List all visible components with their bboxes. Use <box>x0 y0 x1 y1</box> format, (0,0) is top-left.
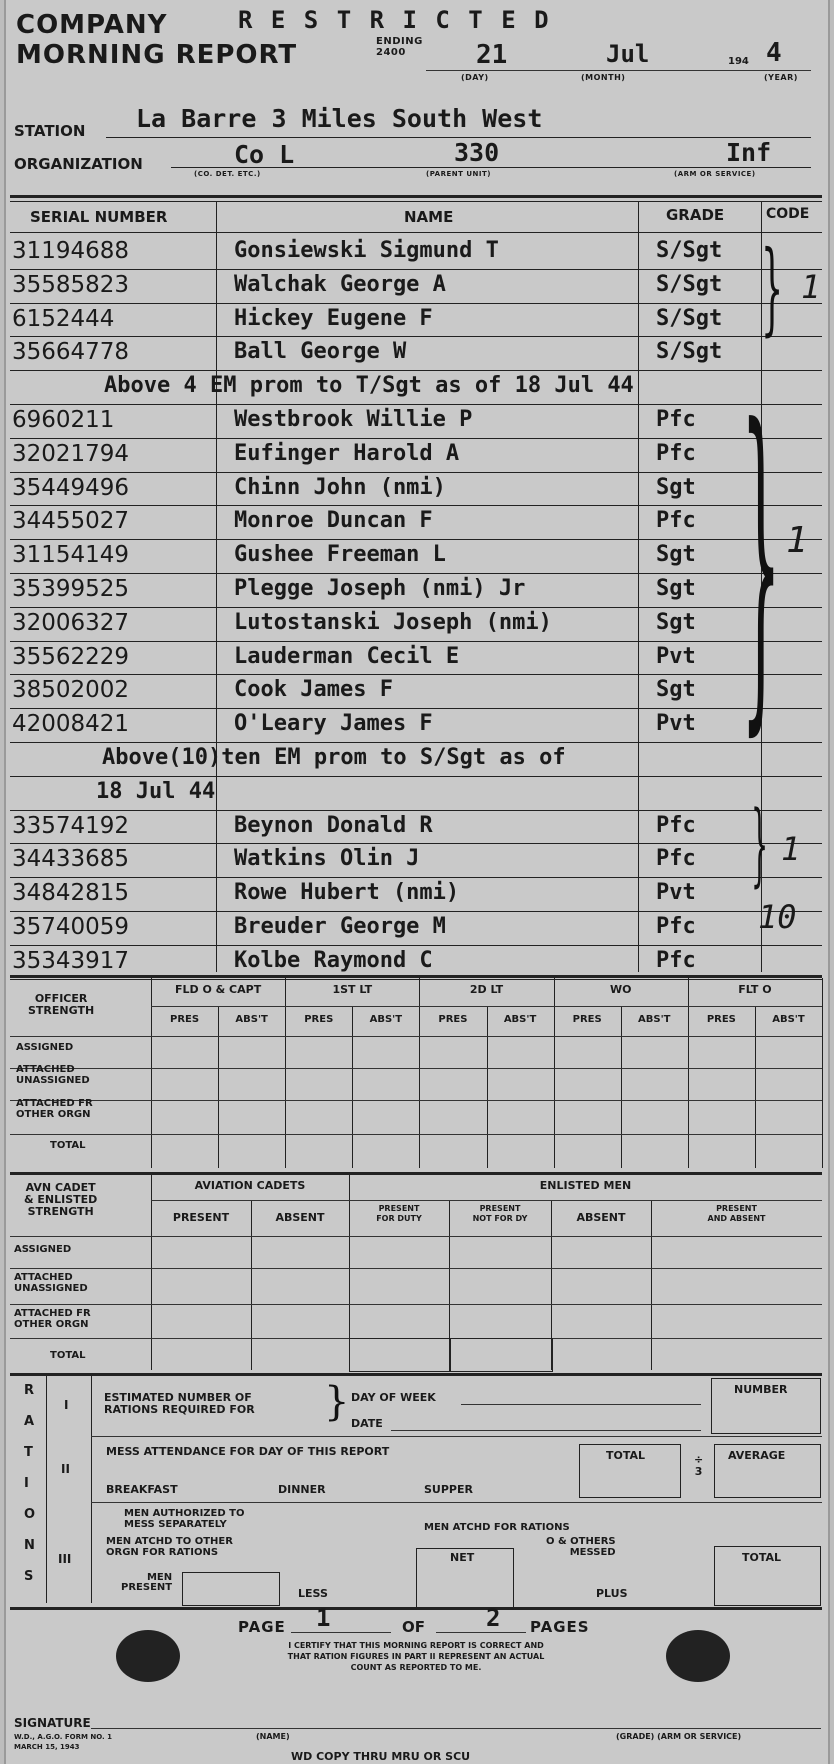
officer-present-header: PRES <box>170 1014 200 1025</box>
name-cell: Beynon Donald R <box>234 812 433 838</box>
grade-cell: Pfc <box>656 947 696 973</box>
supper-label: SUPPER <box>424 1483 473 1496</box>
ration-part-3: III <box>58 1552 72 1566</box>
name-cell: Rowe Hubert (nmi) <box>234 880 460 906</box>
officer-absent-header: ABS'T <box>638 1014 671 1025</box>
ration-part-2: II <box>61 1462 70 1476</box>
serial-number-cell: 35740059 <box>12 914 130 940</box>
estimated-rations-label: ESTIMATED NUMBER OF RATIONS REQUIRED FOR <box>104 1391 255 1416</box>
wd-copy-note: WD COPY THRU MRU OR SCU <box>291 1750 471 1763</box>
men-atchd-rations-label: MEN ATCHD FOR RATIONS <box>424 1522 570 1533</box>
serial-number-cell: 32006327 <box>12 609 130 636</box>
certification-text: I CERTIFY THAT THIS MORNING REPORT IS CORRECT AND THAT RATION FIGURES IN PART II REPRESENT AN ACTUAL COUNT AS REPORTED TO ME. <box>287 1641 545 1672</box>
grade-cell: Pfc <box>656 508 696 534</box>
name-cell: Gushee Freeman L <box>234 542 446 568</box>
enlisted-row-label: ATTACHED FR OTHER ORGN <box>14 1308 91 1330</box>
men-present-label: MEN PRESENT <box>121 1572 173 1593</box>
title-company: COMPANY <box>16 10 168 40</box>
serial-number-cell: 42008421 <box>12 711 130 738</box>
name-cell: Lauderman Cecil E <box>234 643 460 669</box>
divide-by-three: ÷ 3 <box>694 1453 704 1478</box>
grade-cell: Pvt <box>656 880 696 906</box>
day-of-week-label: DAY OF WEEK <box>351 1391 436 1404</box>
name-cell: Plegge Joseph (nmi) Jr <box>234 576 526 601</box>
officer-row-label: ATTACHED UNASSIGNED <box>16 1064 90 1086</box>
enlisted-men-header: ENLISTED MEN <box>539 1179 632 1192</box>
serial-number-cell: 35664778 <box>12 339 130 366</box>
officer-rank-header: FLD O & CAPT <box>174 983 262 996</box>
code-group-2: 1 <box>786 520 808 561</box>
men-atchd-other-label: MEN ATCHD TO OTHER ORGN FOR RATIONS <box>106 1536 233 1558</box>
grade-cell: Pfc <box>656 846 696 872</box>
enlisted-strength-title: AVN CADET & ENLISTED STRENGTH <box>24 1181 98 1218</box>
officer-absent-header: ABS'T <box>369 1014 403 1025</box>
org-arm: Inf <box>726 138 772 167</box>
grade-cell: Pfc <box>656 812 696 838</box>
serial-number-cell: 38502002 <box>12 677 130 704</box>
serial-number-cell: 35399525 <box>12 576 130 602</box>
name-cell: Eufinger Harold A <box>234 440 460 466</box>
enlisted-col-header: PRESENT NOT FOR DY <box>472 1204 528 1223</box>
officer-strength-title: OFFICER STRENGTH <box>28 992 95 1017</box>
officer-present-header: PRES <box>706 1014 736 1025</box>
month-caption: (MONTH) <box>581 73 626 82</box>
grade-cell: Sgt <box>656 474 696 500</box>
col-serial-number: SERIAL NUMBER <box>30 208 168 226</box>
title-morning-report: MORNING REPORT <box>16 40 298 70</box>
officer-absent-header: ABS'T <box>503 1014 537 1025</box>
officer-row-label: TOTAL <box>50 1140 86 1151</box>
officer-absent-header: ABS'T <box>235 1014 268 1025</box>
aviation-cadets-header: AVIATION CADETS <box>194 1179 306 1192</box>
code-group-1: 1 <box>801 268 821 306</box>
officer-present-header: PRES <box>438 1014 468 1025</box>
rations-letter: I <box>24 1476 29 1491</box>
net-label: NET <box>450 1551 475 1564</box>
code-group-3: 1 <box>781 830 801 868</box>
enlisted-col-header: PRESENT FOR DUTY <box>376 1204 422 1223</box>
grade-cell: Pvt <box>656 643 696 669</box>
org-parent-caption: (PARENT UNIT) <box>426 170 491 178</box>
average-label: AVERAGE <box>728 1449 786 1462</box>
date-label: DATE <box>351 1417 383 1430</box>
enlisted-total-box[interactable] <box>349 1338 451 1372</box>
men-present-box[interactable] <box>182 1572 280 1606</box>
name-cell: Walchak George A <box>234 271 446 297</box>
name-cell: Ball George W <box>234 339 407 365</box>
name-cell: Cook James F <box>234 677 393 703</box>
name-cell: Gonsiewski Sigmund T <box>234 238 499 263</box>
serial-number-cell: 33574192 <box>12 812 130 839</box>
name-caption: (NAME) <box>256 1732 290 1741</box>
enlisted-col-header: PRESENT AND ABSENT <box>707 1204 766 1223</box>
rations-letter: A <box>24 1414 35 1429</box>
serial-number-cell: 35562229 <box>12 643 130 670</box>
restricted-stamp: R E S T R I C T E D <box>238 6 551 34</box>
promotion-note: Above 4 EM prom to T/Sgt as of 18 Jul 44 <box>104 373 634 399</box>
col-code: CODE <box>766 206 810 222</box>
punch-hole-left <box>116 1630 180 1682</box>
org-parent-unit: 330 <box>454 138 500 167</box>
code-group-4: 10 <box>758 898 797 936</box>
name-cell: Chinn John (nmi) <box>234 474 446 500</box>
rations-letter: S <box>24 1569 34 1584</box>
enlisted-col-header: PRESENT <box>172 1211 230 1224</box>
dinner-label: DINNER <box>278 1483 326 1496</box>
officer-row-label: ATTACHED FR OTHER ORGN <box>16 1098 93 1120</box>
name-cell: Lutostanski Joseph (nmi) <box>234 609 552 635</box>
mess-attendance-label: MESS ATTENDANCE FOR DAY OF THIS REPORT <box>106 1445 390 1458</box>
serial-number-cell: 34433685 <box>12 846 130 873</box>
col-grade: GRADE <box>666 206 725 224</box>
serial-number-cell: 31194688 <box>12 238 130 264</box>
serial-number-cell: 34455027 <box>12 508 130 535</box>
number-label: NUMBER <box>734 1383 788 1396</box>
serial-number-cell: 31154149 <box>12 542 130 569</box>
name-cell: Hickey Eugene F <box>234 305 433 331</box>
serial-number-cell: 6960211 <box>12 407 115 433</box>
rations-letter: T <box>24 1445 33 1460</box>
breakfast-label: BREAKFAST <box>106 1483 178 1496</box>
name-cell: Westbrook Willie P <box>234 407 473 432</box>
punch-hole-right <box>666 1630 730 1682</box>
ration-part-1: I <box>64 1398 69 1412</box>
organization-label: ORGANIZATION <box>14 155 143 173</box>
officer-rank-header: WO <box>609 983 632 996</box>
officer-rank-header: 1ST LT <box>332 983 373 996</box>
grade-cell: Sgt <box>656 542 696 568</box>
col-name: NAME <box>404 208 454 226</box>
serial-number-cell: 32021794 <box>12 440 130 467</box>
page-number: 1 <box>316 1604 331 1632</box>
plus-label: PLUS <box>596 1587 628 1600</box>
rations-total-label: TOTAL <box>742 1551 782 1564</box>
serial-number-cell: 35585823 <box>12 271 130 298</box>
o-others-label: O & OTHERS MESSED <box>546 1536 616 1558</box>
officer-rank-header: FLT O <box>738 983 772 996</box>
grade-cell: Sgt <box>656 609 696 635</box>
rations-letter: N <box>24 1538 35 1553</box>
enlisted-total-box[interactable] <box>449 1338 553 1372</box>
enlisted-row-label: ASSIGNED <box>14 1244 72 1255</box>
signature-label: SIGNATURE <box>14 1716 91 1730</box>
officer-present-header: PRES <box>304 1014 334 1025</box>
grade-cell: Sgt <box>656 576 696 601</box>
report-card: COMPANY MORNING REPORT R E S T R I C T E D ENDING 2400 21 Jul 194 4 (DAY) (MONTH) (YEAR) STATION La Barre 3 Miles South West ORGANIZATION Co L 330 Inf (CO. DET. ETC.) (PARENT UNIT) (ARM OR SERVICE) SERIAL NUMBER NAME GRADE CODE 31194688 Gonsiewski Sigmund T S/Sgt 35585823 Walchak George A S/Sgt 6152444 Hickey Eugene F S/Sgt 35664778 Ball George W S/Sgt Above 4 EM prom to T/Sgt as of 18 Jul 44 6960211 Westbrook Willie P Pfc 32021794 Eufinger Harold A Pfc 35449496 Chinn John (nmi) Sgt 34455027 Monroe Duncan F Pfc 31154149 Gushee Freeman L Sgt 35399525 Plegge Joseph (nmi) Jr Sgt 32006327 Lutostanski Joseph (nmi) Sgt 35562229 Lauderman Cecil E Pvt 38502002 Cook James F Sgt 42008421 O'Leary James F Pvt Above(10)ten EM prom to S/Sgt as of 18 Jul 44 33574192 Beynon Donald R Pfc 34433685 Watkins Olin J Pfc 34842815 Rowe Hubert (nmi) Pvt 35740059 Breuder George M Pfc 35343917 Kolbe Raymond C Pfc } 1 } 1 } 1 10 OFFICER STRENGTH FLD O & CAPT PRES ABS'T 1ST LT PRES ABS'T 2D LT PRES ABS'T WO PRES ABS'T FLT O PRES ABS'T ASSIGNED ATTACHED UNASSIGNED ATTACHED FR OTHER ORGN TOTAL AVN CADET & ENLISTED STRENGTH AVIATION CADETS ENLISTED MEN PRESENT ABSENT PRESENT FOR DUTY PRESENT NOT FOR DY ABSENT PRESENT AND ABSENT ASSIGNED ATTACHED UNASSIGNED ATTACHED FR OTHER ORGN TOTAL R A T I O N S I II III ESTIMATED NUMBER OF RATIONS REQUIRED FOR } DAY OF WEEK DATE NUMBER MESS ATTENDANCE FOR DAY OF THIS REPORT BREAKFAST DINNER SUPPER TOTAL ÷ 3 AVERAGE MEN AUTHORIZED TO MESS SEPARATELY MEN ATCHD TO OTHER ORGN FOR RATIONS MEN ATCHD FOR RATIONS O & OTHERS MESSED MEN PRESENT LESS NET PLUS TOTAL PAGE 1 OF 2 PAGES I CERTIFY THAT THIS MORNING REPORT IS CORRECT AND THAT RATION FIGURES IN PART II REPRESENT AN ACTUAL COUNT AS REPORTED TO ME. SIGNATURE W.D., A.G.O. FORM NO. 1 MARCH 15, 1943 (NAME) (GRADE) (ARM OR SERVICE) WD COPY THRU MRU OR SCU <box>4 0 830 1764</box>
station-label: STATION <box>14 122 86 140</box>
rations-letter: R <box>24 1383 35 1398</box>
grade-cell: Pfc <box>656 914 696 939</box>
org-company: Co L <box>234 140 295 169</box>
enlisted-col-header: ABSENT <box>576 1211 626 1224</box>
year-caption: (YEAR) <box>764 73 798 82</box>
name-cell: Breuder George M <box>234 914 446 939</box>
report-month: Jul <box>606 40 650 68</box>
report-day: 21 <box>476 40 508 70</box>
station-value: La Barre 3 Miles South West <box>136 104 543 133</box>
page-label: PAGE <box>238 1618 286 1636</box>
pages-label: PAGES <box>530 1618 590 1636</box>
ending-label: ENDING 2400 <box>376 36 423 58</box>
officer-row-label: ASSIGNED <box>16 1042 74 1053</box>
promotion-note: 18 Jul 44 <box>96 778 216 804</box>
grade-caption: (GRADE) (ARM OR SERVICE) <box>616 1732 742 1741</box>
serial-number-cell: 35343917 <box>12 947 130 974</box>
year-prefix: 194 <box>728 56 749 67</box>
enlisted-row-label: ATTACHED UNASSIGNED <box>14 1272 88 1294</box>
grade-cell: S/Sgt <box>656 238 723 263</box>
year-suffix: 4 <box>766 38 782 68</box>
grade-cell: Pfc <box>656 440 696 466</box>
rations-letter: O <box>24 1507 36 1522</box>
enlisted-col-header: ABSENT <box>275 1211 325 1224</box>
org-company-caption: (CO. DET. ETC.) <box>194 170 261 178</box>
officer-present-header: PRES <box>572 1014 602 1025</box>
officer-absent-header: ABS'T <box>772 1014 805 1025</box>
enlisted-row-label: TOTAL <box>50 1350 86 1361</box>
less-label: LESS <box>298 1587 328 1600</box>
name-cell: Watkins Olin J <box>234 846 420 872</box>
grade-cell: S/Sgt <box>656 305 723 331</box>
officer-rank-header: 2D LT <box>469 983 504 996</box>
of-label: OF <box>402 1618 425 1636</box>
name-cell: O'Leary James F <box>234 711 433 737</box>
name-cell: Monroe Duncan F <box>234 508 433 534</box>
serial-number-cell: 34842815 <box>12 880 130 907</box>
mess-total-label: TOTAL <box>606 1449 646 1462</box>
grade-cell: Pfc <box>656 407 696 432</box>
serial-number-cell: 35449496 <box>12 474 130 501</box>
grade-cell: Pvt <box>656 711 696 737</box>
serial-number-cell: 6152444 <box>12 305 115 332</box>
grade-cell: S/Sgt <box>656 271 723 297</box>
name-cell: Kolbe Raymond C <box>234 947 433 973</box>
grade-cell: S/Sgt <box>656 339 723 365</box>
org-arm-caption: (ARM OR SERVICE) <box>674 170 756 178</box>
day-caption: (DAY) <box>461 73 489 82</box>
total-pages: 2 <box>486 1604 501 1632</box>
grade-cell: Sgt <box>656 677 696 703</box>
men-authorized-label: MEN AUTHORIZED TO MESS SEPARATELY <box>124 1508 245 1530</box>
promotion-note: Above(10)ten EM prom to S/Sgt as of <box>102 745 566 770</box>
form-number: W.D., A.G.O. FORM NO. 1 MARCH 15, 1943 <box>14 1733 113 1751</box>
